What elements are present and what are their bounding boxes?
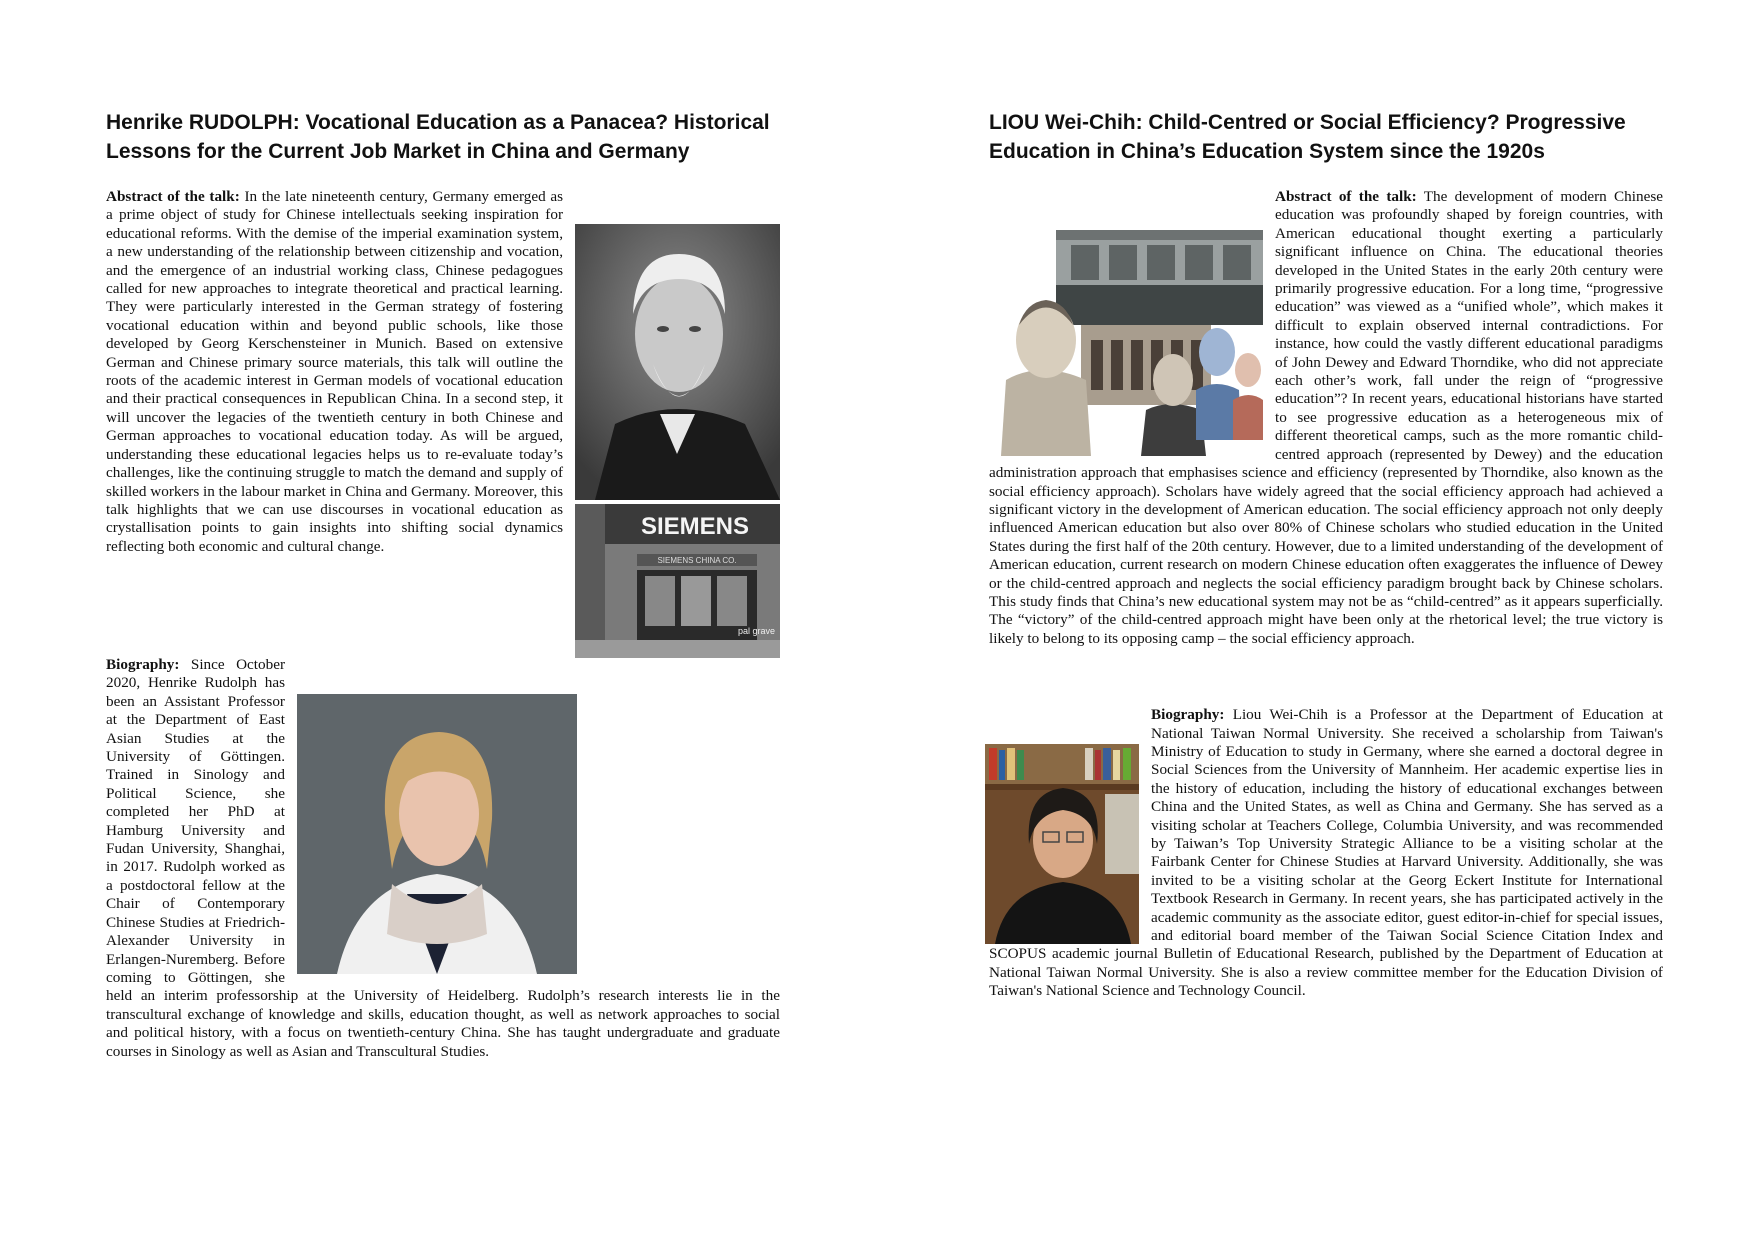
- left-abstract-section: [106, 188, 780, 658]
- siemens-sign-text: SIEMENS: [640, 513, 750, 540]
- left-abstract-label: Abstract of the talk:: [106, 188, 240, 205]
- portrait-photo-rudolph: [297, 694, 577, 974]
- historical-collage-photo: [1001, 230, 1263, 456]
- right-talk-title: LIOU Wei-Chih: Child-Centred or Social Efficiency? Progressive Education in China’s Education System since the 1920s: [989, 111, 1626, 163]
- siemens-storefront-photo: [575, 504, 780, 658]
- right-biography-section: [989, 706, 1663, 1001]
- right-biography-text: Liou Wei-Chih is a Professor at the Department of Education at National Taiwan Normal University. She received a scholarship from Taiwan's Ministry of Education to study in Germany, where she earned a doctoral degree in Social Sciences from the University of Mannheim. Her academic expertise lies in the history of education, including the history of educational exchanges between China and the United States, as well as China and Germany. She has served as a visiting scholar at Teachers College, Columbia University, and was recommended by Taiwan’s Top University Strategic Alliance to be a visiting scholar at the Fairbank Center for Chinese Studies at Harvard University. Additionally, she was invited to be a visiting scholar at the Georg Eckert Institute for International Textbook Research in Germany. In recent years, she has participated actively in the academic community as the associate editor, guest editor-in-chief for special issues, and editorial board member of the Taiwan Social Science Citation Index and SCOPUS academic journal Bulletin of Educational Research, published by the Department of Education at National Taiwan Normal University. She is also a review committee member for the Education Division of Taiwan's National Science and Technology Council.: [989, 706, 1663, 1000]
- left-talk-title: Henrike RUDOLPH: Vocational Education as a Panacea? Historical Lessons for the Current Job Market in China and Germany: [106, 111, 770, 163]
- right-abstract-text: The development of modern Chinese education was profoundly shaped by foreign countries, with American educational thought exerting a particularly significant influence on China. The educational theories developed in the United States in the early 20th century were primarily progressive education. For a long time, “progressive education” was viewed as a “unified whole”, which makes it difficult to explain observed internal contradictions. For instance, how could the vastly different educational paradigms of John Dewey and Edward Thorndike, who did not appreciate each other’s work, fall under the reign of “progressive education”? In recent years, educational historians have started to see progressive education as a heterogeneous mix of different theoretical camps, such as the more romantic child-centred approach (represented by Dewey) and the education administration approach that emphasises science and efficiency (represented by Thorndike, also known as the social efficiency approach). Scholars have widely agreed that the social efficiency approach had achieved a significant victory in the development of American education. The social efficiency approach not only deeply influenced American education but also over 80% of Chinese scholars who studied education in the United States during the first half of the 20th century. However, due to a limited understanding of the development of American education, current research on modern Chinese education often exaggerates the influence of Dewey or the child-centred approach and neglects the social efficiency paradigm brought back by Chinese scholars. This study finds that China’s new educational system may not be as “child-centred” as it appears superficially. The “victory” of the child-centred approach might have been only at the rhetorical level; the true victory is likely to belong to its opposing camp – the social efficiency approach.: [989, 188, 1663, 647]
- left-biography-text: Since October 2020, Henrike Rudolph has been an Assistant Professor at the Department of East Asian Studies at the University of Göttingen. Trained in Sinology and Political Science, she completed her PhD at Hamburg University and Fudan University, Shanghai, in 2017. Rudolph worked as a postdoctoral fellow at the Chair of Contemporary Chinese Studies at Friedrich-Alexander University in Erlangen-Nuremberg. Before coming to Göttingen, she held an interim professorship at the University of Heidelberg. Rudolph’s research interests lie in the transcultural exchange of knowledge and skills, education thought, as well as network approaches to social and political history, with a focus on twentieth-century China. She has taught undergraduate and graduate courses in Sinology as well as Asian and Transcultural Studies.: [106, 656, 780, 1060]
- left-abstract-figures: [575, 224, 780, 658]
- right-column: [989, 108, 1663, 1001]
- right-abstract-label: Abstract of the talk:: [1275, 188, 1417, 205]
- left-biography-label: Biography:: [106, 656, 180, 673]
- portrait-photo-elderly-man: [575, 224, 780, 500]
- right-biography-label: Biography:: [1151, 706, 1225, 724]
- siemens-subsign-text: SIEMENS CHINA CO.: [657, 556, 737, 565]
- photo-watermark: pal grave: [737, 626, 775, 636]
- left-biography-section: [106, 656, 780, 1061]
- right-abstract-section: [989, 188, 1663, 648]
- left-abstract-text: In the late nineteenth century, Germany emerged as a prime object of study for Chinese intellectuals seeking inspiration for educational reforms. With the demise of the imperial examination system, a new understanding of the relationship between citizenship and vocation, and the emergence of an industrial working class, Chinese pedagogues called for new approaches to integrate theoretical and practical learning. They were particularly interested in the German strategy of fostering vocational education within and beyond public schools, like those developed by Georg Kerschensteiner in Munich. Based on extensive German and Chinese primary source materials, this talk will outline the roots of the academic interest in German models of vocational education and their practical consequences in Republican China. In a second step, it will uncover the legacies of the twentieth century in both Chinese and German approaches to vocational education today. As will be argued, understanding these educational legacies helps us to re-evaluate today’s challenges, like the continuing struggle to match the demand and supply of skilled workers in the labour market in China and Germany. Moreover, this talk highlights that we can use discourses in vocational education as crystallisation points to gain insights into shifting social dynamics reflecting both economic and cultural change.: [106, 188, 563, 555]
- portrait-photo-liou: [985, 744, 1139, 944]
- left-column: [106, 108, 780, 1061]
